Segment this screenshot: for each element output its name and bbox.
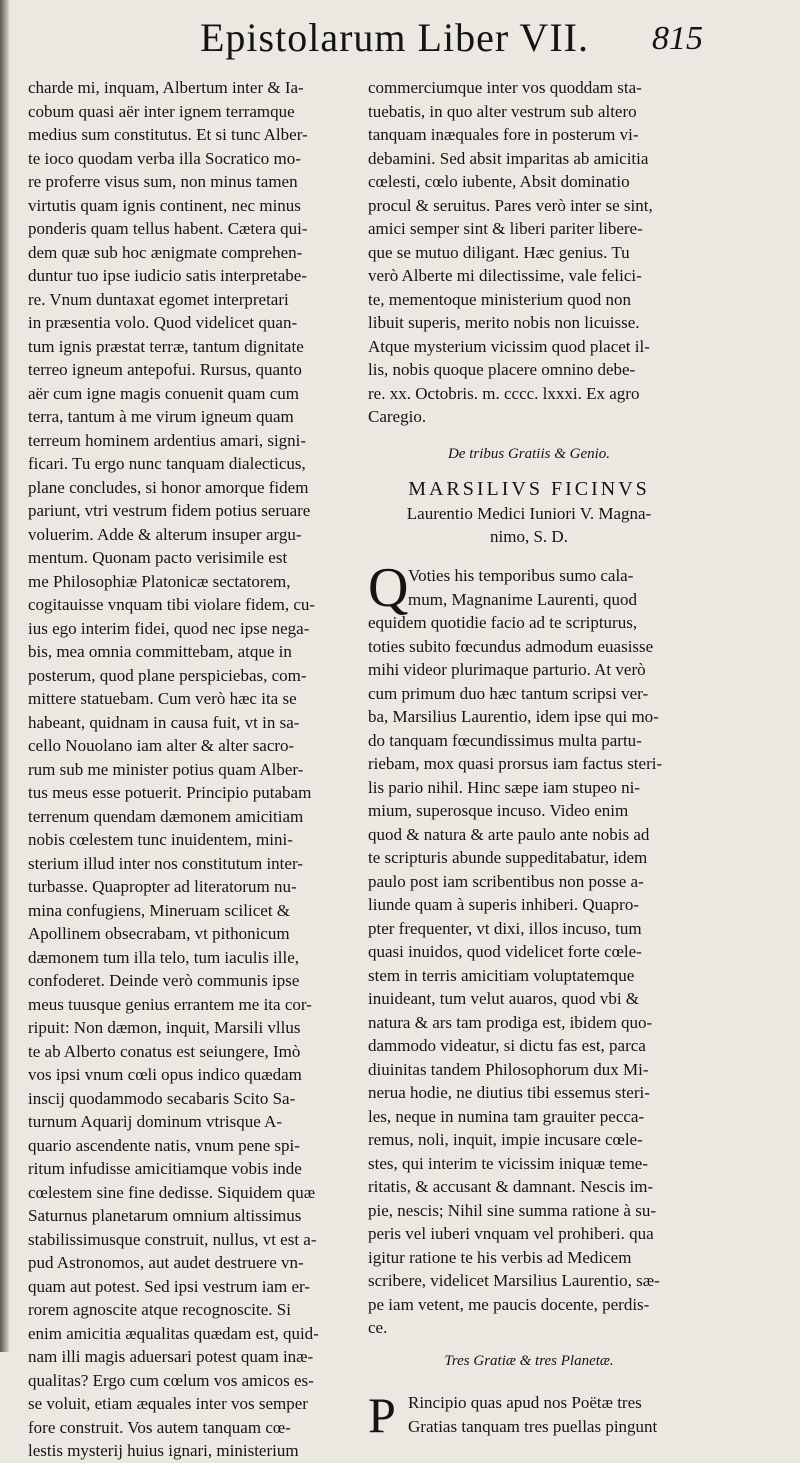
text-line: vos ipsi vnum cœli opus indico quædam <box>28 1065 302 1084</box>
text-line: stem in terris amicitiam voluptatemque <box>368 965 635 985</box>
text-line: ponderis quam tellus habent. Cætera qui- <box>28 219 308 238</box>
text-line: te ioco quodam verba illa Socratico mo- <box>28 148 301 168</box>
text-line: commerciumque inter vos quoddam sta- <box>368 78 642 97</box>
text-line: equidem quotidie facio ad te scripturus, <box>368 613 638 632</box>
text-line: Atque mysterium vicissim quod placet il- <box>368 336 650 356</box>
letter-heading: MARSILIVS FICINVS <box>408 478 650 500</box>
text-line: meus tuusque genius errantem me ita cor- <box>28 994 312 1014</box>
text-line: duntur tuo ipse iudicio satis interpretabe- <box>28 266 308 285</box>
text-line: Caregio. <box>368 407 427 426</box>
text-line: igitur ratione te his verbis ad Medicem <box>368 1247 632 1267</box>
text-line: plane concludes, si honor amorque fidem <box>28 477 309 497</box>
text-line: tuebatis, in quo alter vestrum sub altero <box>368 101 637 121</box>
text-line: sterium illud inter nos constitutum inter- <box>28 853 303 873</box>
text-line: terrenum quendam dæmonem amicitiam <box>28 806 304 826</box>
text-line: natura & ars tam prodiga est, ibidem quo- <box>368 1012 653 1032</box>
text-line: terra, tantum à me virum igneum quam <box>28 407 294 426</box>
text-line: que se mutuo diligant. Hæc genius. Tu <box>368 242 630 262</box>
right-column <box>368 76 690 1443</box>
text-line: lestis mysterij huius ignari, ministerium <box>28 1441 299 1460</box>
text-line: terreum hominem ardentius amari, signi- <box>28 430 307 450</box>
text-line: turnum Aquarij dominum vtrisque A- <box>28 1112 283 1131</box>
text-line: pariunt, vtri vestrum fidem potius seruare <box>28 501 311 520</box>
text-line: liunde quam à superis inhiberi. Quapro- <box>368 895 639 914</box>
text-line: libuit superis, merito nobis non licuisse. <box>368 313 640 332</box>
text-line: cello Nouolano iam alter & alter sacro- <box>28 736 295 755</box>
text-line: mina confugiens, Mineruam scilicet & <box>28 900 291 920</box>
running-head: Epistolarum Liber VII. <box>200 15 589 60</box>
text-line: pie, nescis; Nihil sine summa ratione à su- <box>368 1200 656 1220</box>
text-line: pter frequenter, vt dixi, illos incuso, tum <box>368 918 642 938</box>
text-line: inuideant, tum velut auaros, quod vbi & <box>368 989 640 1008</box>
text-line: les, neque in numina tam grauiter pecca- <box>368 1106 645 1126</box>
text-line: virtutis quam ignis continent, nec minus <box>28 195 301 215</box>
text-line: mium, superosque incuso. Video enim <box>368 801 629 820</box>
text-line: peris vel iuberi vnquam vel prohiberi. qua <box>368 1224 654 1243</box>
text-line: ficari. Tu ergo nunc tanquam dialecticus, <box>28 454 306 473</box>
text-line: ce. <box>368 1318 388 1337</box>
text-line: procul & seruitus. Pares verò inter se sint, <box>368 195 653 215</box>
letter-body <box>368 611 690 1340</box>
text-line: quam aut potest. Sed ipsi vestrum iam er- <box>28 1276 310 1296</box>
text-line: Saturnus planetarum omnium altissimus <box>28 1206 302 1225</box>
text-line: cum primum duo hæc tantum scripsi ver- <box>368 683 649 703</box>
text-line: turbasse. Quapropter ad literatorum nu- <box>28 877 297 896</box>
text-line: fore construit. Vos autem tanquam cœ- <box>28 1417 291 1437</box>
text-line: confoderet. Deinde verò communis ipse <box>28 971 300 990</box>
text-line: tum ignis præstat terræ, tantum dignitate <box>28 336 304 356</box>
text-line: ritum infudisse amicitiamque vobis inde <box>28 1159 302 1178</box>
text-line: Voties his temporibus sumo cala- <box>408 566 634 585</box>
section-caption: De tribus Gratiis & Genio. <box>447 445 611 462</box>
text-line: aër cum igne magis conuenit quam cum <box>28 383 299 403</box>
text-line: do tanquam fœcundissimus multa partu- <box>368 730 642 750</box>
text-line: me Philosophiæ Platonicæ sectatorem, <box>28 571 291 591</box>
text-line: te, mementoque ministerium quod non <box>368 289 631 309</box>
text-line: posterum, quod plane perspiciebas, com- <box>28 665 307 685</box>
text-line: rorem agnoscite atque recognoscite. Si <box>28 1300 291 1319</box>
text-line: scribere, videlicet Marsilius Laurentio, sæ- <box>368 1271 660 1290</box>
text-line: nobis cœlestem tunc inuidentem, mini- <box>28 830 293 849</box>
text-line: toties subito fœcundus admodum euasisse <box>368 636 654 656</box>
text-line: ripuit: Non dæmon, inquit, Marsili vllus <box>28 1018 301 1037</box>
drop-cap: Q <box>368 557 409 619</box>
letter-opening <box>368 557 690 619</box>
letter-ending <box>368 76 690 429</box>
page-number: 815 <box>652 20 703 57</box>
text-line: verò Alberte mi dilectissime, vale felici- <box>368 266 642 285</box>
text-line: lis pario nihil. Hinc sæpe iam stupeo ni- <box>368 777 640 797</box>
left-column <box>28 76 350 1463</box>
text-line: dem quæ sub hoc ænigmate comprehen- <box>28 242 303 262</box>
text-line: dæmonem tum illa telo, tum iaculis ille, <box>28 947 300 967</box>
text-line: mittere statuebam. Cum verò hæc ita se <box>28 689 297 708</box>
text-line: mentum. Quonam pacto verisimile est <box>28 548 288 567</box>
text-line: mum, Magnanime Laurenti, quod <box>408 589 637 609</box>
text-line: re proferre visus sum, non minus tamen <box>28 172 298 191</box>
text-line: te ab Alberto conatus est seiungere, Imò <box>28 1041 301 1061</box>
text-line: Rincipio quas apud nos Poëtæ tres <box>408 1393 642 1412</box>
text-line: debamini. Sed absit imparitas ab amicitia <box>368 148 649 168</box>
text-line: quod & natura & arte paulo ante nobis ad <box>368 824 650 844</box>
next-section-opening <box>368 1387 690 1443</box>
text-line: charde mi, inquam, Albertum inter & Ia- <box>28 78 304 97</box>
text-line: ba, Marsilius Laurentio, idem ipse qui mo- <box>368 707 659 726</box>
text-line: pe iam vetent, me paucis docente, perdis- <box>368 1294 650 1314</box>
letter-address-line2: nimo, S. D. <box>490 527 568 546</box>
text-line: paulo post iam scribentibus non posse a- <box>368 871 644 891</box>
text-line: quasi inuidos, quod videlicet forte cœle- <box>368 942 642 961</box>
text-line: habeant, quidnam in causa fuit, vt in sa- <box>28 712 300 732</box>
text-line: re. xx. Octobris. m. cccc. lxxxi. Ex agro <box>368 383 640 403</box>
text-line: Gratias tanquam tres puellas pingunt <box>408 1416 658 1436</box>
text-line: cœlestem sine fine dedisse. Siquidem quæ <box>28 1182 316 1202</box>
text-line: qualitas? Ergo cum cœlum vos amicos es- <box>28 1370 314 1390</box>
text-line: re. Vnum duntaxat egomet interpretari <box>28 289 289 309</box>
text-line: mihi videor plurimaque parturio. At verò <box>368 660 646 679</box>
text-line: te scripturis abunde suppeditabatur, idem <box>368 848 648 867</box>
section-caption-2: Tres Gratiæ & tres Planetæ. <box>444 1352 614 1369</box>
text-line: cogitauisse vnquam tibi violare fidem, cu- <box>28 595 316 614</box>
text-line: nam illi magis aduersari potest quam inæ- <box>28 1347 314 1366</box>
text-line: tus meus esse potuerit. Principio putabam <box>28 783 312 802</box>
text-line: rum sub me minister potius quam Alber- <box>28 759 304 779</box>
drop-cap-2: P <box>368 1387 396 1443</box>
text-line: Apollinem obsecrabam, vt pithonicum <box>28 924 290 943</box>
text-line: in præsentia volo. Quod videlicet quan- <box>28 313 298 332</box>
text-line: bis, mea omnia committebam, atque in <box>28 642 292 661</box>
letter-address-line1: Laurentio Medici Iuniori V. Magna- <box>406 504 652 523</box>
page-binding-shadow <box>0 0 10 1352</box>
text-line: remus, noli, inquit, impie incusare cœle- <box>368 1130 643 1149</box>
text-line: voluerim. Adde & alterum insuper argu- <box>28 524 302 544</box>
text-line: stabilissimusque construit, nullus, vt est a- <box>28 1229 317 1249</box>
text-line: inscij quodammodo secabaris Scito Sa- <box>28 1088 296 1108</box>
text-line: se voluit, etiam æquales inter vos semper <box>28 1394 308 1413</box>
text-line: cobum quasi aër inter ignem terramque <box>28 101 295 121</box>
text-line: quario ascendente natis, vnum pene spi- <box>28 1135 300 1155</box>
text-line: stes, qui interim te vicissim iniquæ teme- <box>368 1153 648 1173</box>
text-line: pud Astronomos, aut audet destruere vn- <box>28 1253 304 1272</box>
text-line: terreo igneum antepofui. Rursus, quanto <box>28 360 302 379</box>
text-line: enim amicitia æqualitas quædam est, quid- <box>28 1323 319 1343</box>
letter-first-lines <box>368 564 690 611</box>
text-line: cœlesti, cœlo iubente, Absit dominatio <box>368 172 630 191</box>
text-line: nerua hodie, ne diutius tibi essemus steri- <box>368 1083 650 1102</box>
next-section-lines <box>368 1387 690 1443</box>
text-line: ius ego interim fidei, quod nec ipse nega- <box>28 618 310 638</box>
text-line: diuinitas tandem Philosophorum dux Mi- <box>368 1059 649 1079</box>
text-line: tanquam inæquales fore in posterum vi- <box>368 125 639 144</box>
text-line: medius sum constitutus. Et si tunc Alber- <box>28 125 308 144</box>
text-line: lis, nobis quoque placere omnino debe- <box>368 360 636 379</box>
text-line: amici semper sint & liberi pariter libere- <box>368 219 643 238</box>
text-line: riebam, mox quasi prorsus iam factus steri- <box>368 754 663 773</box>
text-line: dammodo videatur, si dictu fas est, parca <box>368 1036 646 1055</box>
text-line: ritatis, & accusant & damnant. Nescis im- <box>368 1177 654 1196</box>
